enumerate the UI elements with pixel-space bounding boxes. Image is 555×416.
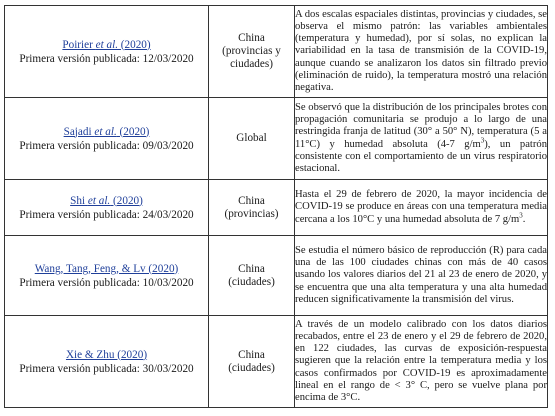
publication-date: Primera versión publicada: 24/03/2020: [19, 208, 194, 221]
scope-cell: [209, 6, 295, 98]
scope-line: China: [238, 32, 265, 44]
description-cell: [295, 98, 548, 180]
citation-link[interactable]: Wang, Tang, Feng, & Lv (2020): [34, 262, 179, 275]
scope-line: (provincias y: [222, 45, 281, 57]
description-cell: A dos escalas espaciales distintas, provincias y ciudades, se observa el mismo patrón: las variables ambientales (temperatura y humedad), por sí solas, no explican la variabilidad en la tasa de transmisión de la COVID-19, aunque cuando se analizaron los datos sin filtrado previo (eliminación de ruido), la temperatura mostró una relación negativa.: [295, 6, 548, 98]
publication-date: Primera versión publicada: 10/03/2020: [19, 276, 194, 289]
description-text: Se observó que la distribución de los principales brotes con propagación comunitaria se produjo a lo largo de una restringida franja de latitud (30° a 50° N), temperatura (5 a 11°C) y humedad absoluta (4-7 g/m: [295, 102, 547, 150]
scope-line: ciudades): [230, 58, 273, 70]
description-cell: Se estudia el número básico de reproducción (R) para cada una de las 100 ciudades chinas con más de 40 casos usando los valores diarios del 21 al 23 de enero de 2020, y se encuentra que una alta temperatura y una alta humedad reducen significativamente la transmisión del virus.: [295, 236, 548, 316]
scope-cell: [209, 98, 295, 180]
scope-line: China: [238, 262, 265, 275]
table-row: [5, 236, 548, 316]
description-cell: [295, 180, 548, 236]
publication-date: Primera versión publicada: 30/03/2020: [19, 362, 194, 375]
reference-cell: [5, 98, 209, 180]
table-row: [5, 98, 548, 180]
scope-cell: [209, 180, 295, 236]
citation-link[interactable]: Sajadi et al. (2020): [63, 125, 150, 138]
scope-line: (ciudades): [228, 361, 275, 374]
superscript: 3: [480, 135, 485, 144]
table-row: [5, 6, 548, 98]
description-text: ), un patrón consistente con el comportamiento de un virus respiratorio estacional.: [295, 138, 547, 174]
scope-line: China: [238, 348, 265, 361]
scope-line: (ciudades): [228, 275, 275, 288]
scope-line: (provincias): [224, 207, 279, 220]
scope-line: China: [238, 194, 265, 207]
reference-cell: [5, 236, 209, 316]
description-text: Hasta el 29 de febrero de 2020, la mayor incidencia de COVID-19 se produce en áreas con una temperatura media cercana a los 10°C y una humedad absoluta de 7 g/m: [295, 189, 547, 225]
table-row: [5, 316, 548, 408]
description-cell: A través de un modelo calibrado con los datos diarios recabados, entre el 23 de enero y el 29 de febrero de 2020, en 122 ciudades, las curvas de exposición-respuesta sugieren que la relación entre la temperatura media y los casos confirmados por COVID-19 es aproximadamente lineal en el rango de < 3° C, pero se vuelve plana por encima de 3°C.: [295, 316, 548, 408]
studies-table: [4, 5, 548, 408]
scope-line: Global: [236, 132, 267, 144]
scope-cell: [209, 236, 295, 316]
reference-cell: [5, 180, 209, 236]
publication-date: Primera versión publicada: 09/03/2020: [19, 139, 194, 152]
reference-cell: [5, 6, 209, 98]
citation-link[interactable]: Xie & Zhu (2020): [65, 348, 148, 361]
citation-link[interactable]: Poirier et al. (2020): [62, 38, 151, 51]
citation-link[interactable]: Shi et al. (2020): [70, 194, 143, 207]
table-row: [5, 180, 548, 236]
description-text: .: [522, 213, 526, 225]
publication-date: Primera versión publicada: 12/03/2020: [19, 52, 194, 65]
superscript: 3: [519, 211, 523, 220]
scope-cell: [209, 316, 295, 408]
reference-cell: [5, 316, 209, 408]
